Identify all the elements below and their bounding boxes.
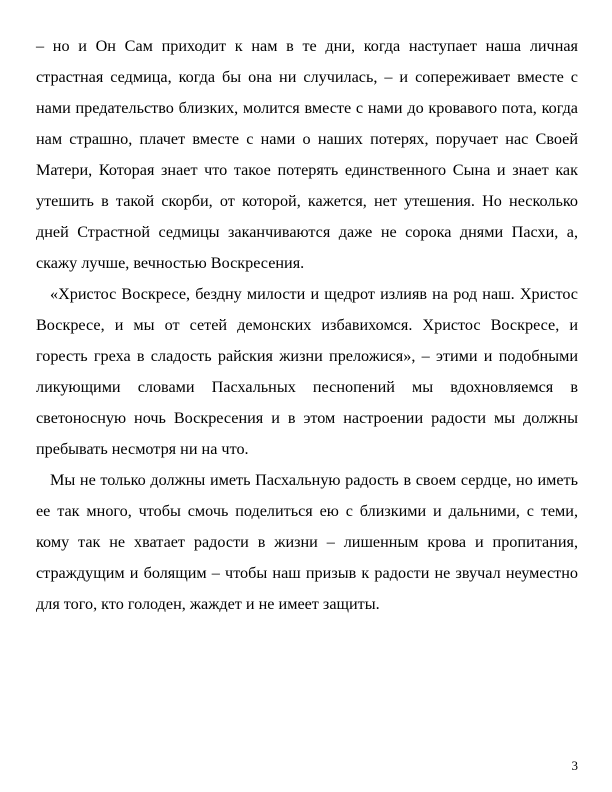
- paragraph: Мы не только должны иметь Пасхальную радость в своем сердце, но иметь ее так много, чтобы смочь поделиться ею с близкими и дальними, с теми, кому так не хватает радости в жизни – лишенным крова и пропитания, страждущим и болящим – чтобы наш призыв к радости не звучал неуместно для того, кто голоден, жаждет и не имеет защиты.: [36, 471, 578, 613]
- paragraph: – но и Он Сам приходит к нам в те дни, когда наступает наша личная страстная седмица, когда бы она ни случилась, – и сопереживает вместе с нами предательство близких, молится вместе с нами до кровавого пота, когда нам страшно, плачет вместе с нами о наших потерях, поручает нас Своей Матери, Которая знает что такое потерять единственного Сына и знает как утешить в такой скорби, от которой, кажется, нет утешения. Но несколько дней Страстной седмицы заканчиваются даже не сорока днями Пасхи, а, скажу лучше, вечностью Воскресения.: [36, 37, 578, 272]
- page-body: [36, 31, 578, 620]
- page-number: 3: [571, 758, 578, 773]
- paragraph: «Христос Воскресе, бездну милости и щедрот излияв на род наш. Христос Воскресе, и мы от сетей демонских избавихомся. Христос Воскресе, и горесть греха в сладость райския жизни преложися», – этими и подобными ликующими словами Пасхальных песнопений мы вдохновляемся в светоносную ночь Воскресения и в этом настроении радости мы должны пребывать несмотря ни на что.: [36, 285, 578, 458]
